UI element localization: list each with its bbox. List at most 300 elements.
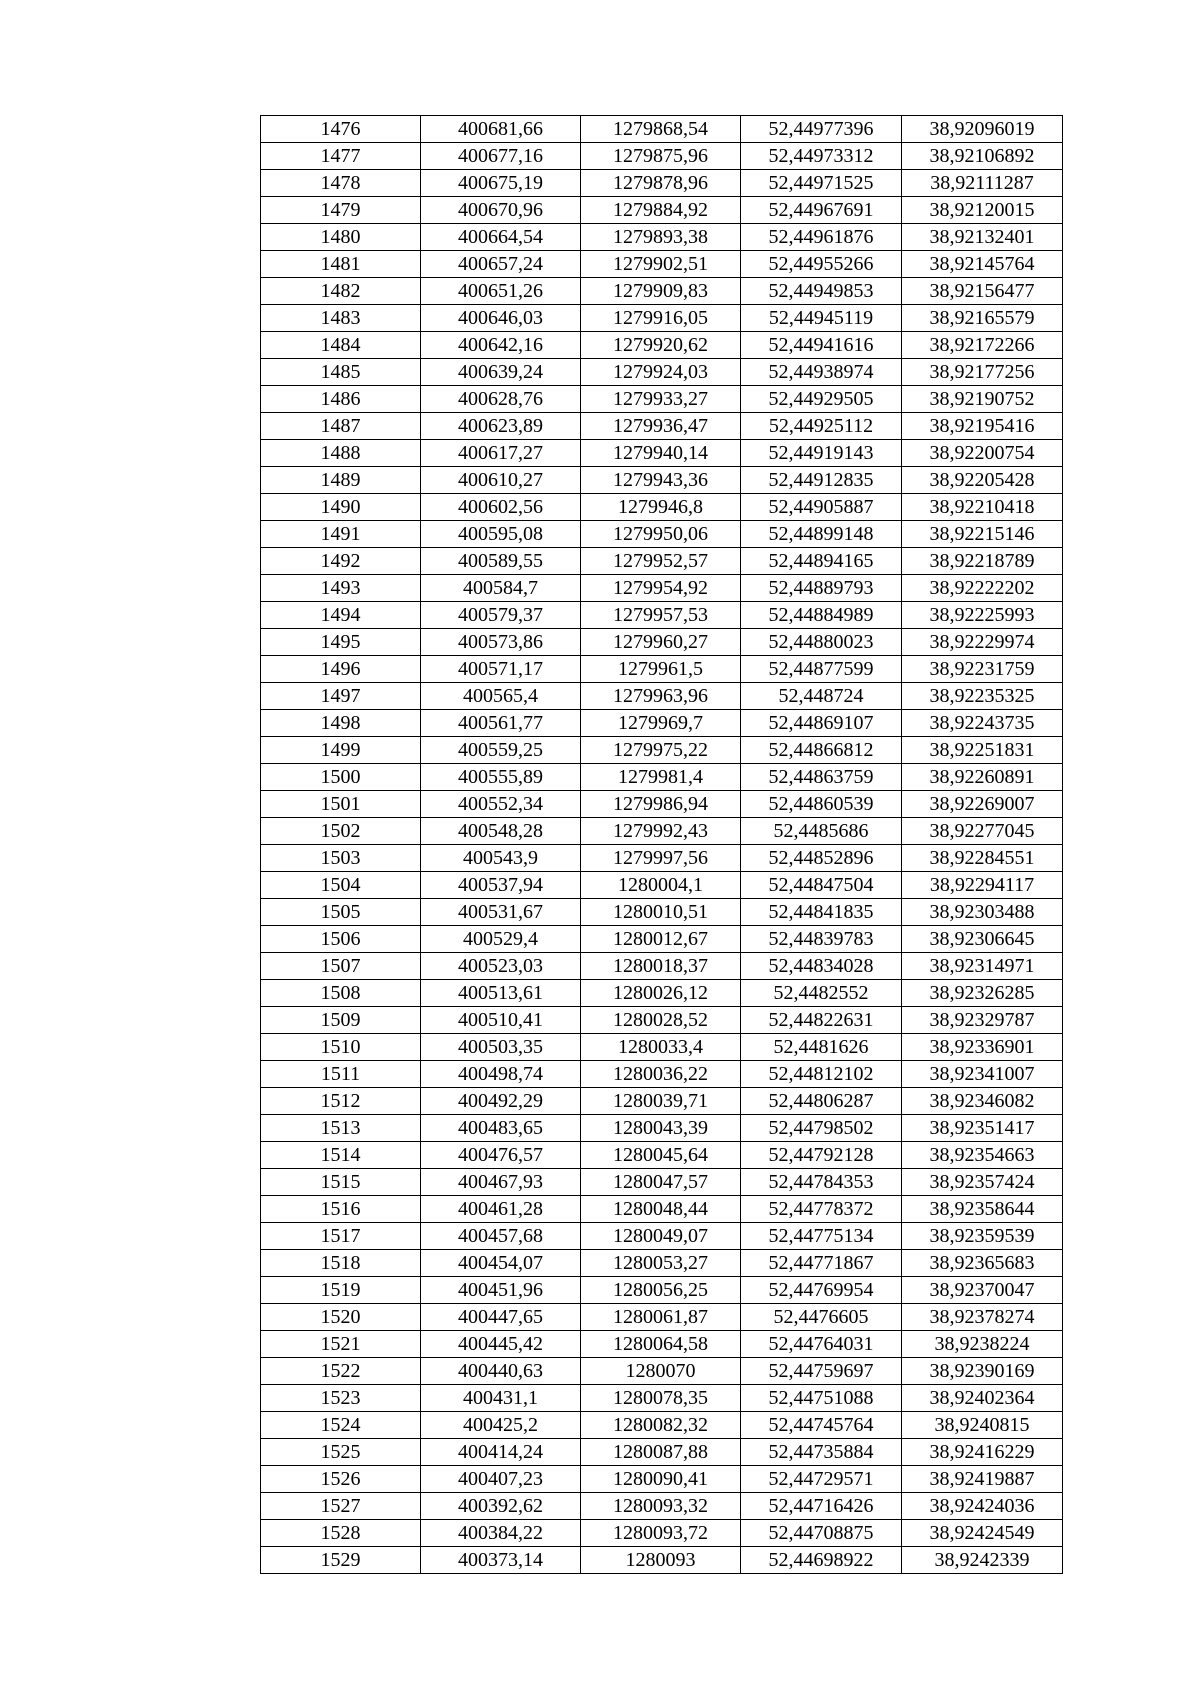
latitude-cell: 52,4481626 bbox=[741, 1034, 902, 1061]
y-coordinate-cell: 1279909,83 bbox=[581, 278, 741, 305]
y-coordinate-cell: 1280010,51 bbox=[581, 899, 741, 926]
x-coordinate-cell: 400529,4 bbox=[421, 926, 581, 953]
table-row bbox=[261, 413, 1063, 440]
y-coordinate-cell: 1279933,27 bbox=[581, 386, 741, 413]
y-coordinate-cell: 1279878,96 bbox=[581, 170, 741, 197]
x-coordinate-cell: 400513,61 bbox=[421, 980, 581, 1007]
x-coordinate-cell: 400681,66 bbox=[421, 116, 581, 143]
y-coordinate-cell: 1279884,92 bbox=[581, 197, 741, 224]
x-coordinate-cell: 400552,34 bbox=[421, 791, 581, 818]
y-coordinate-cell: 1279961,5 bbox=[581, 656, 741, 683]
point-number-cell: 1501 bbox=[261, 791, 421, 818]
longitude-cell: 38,92243735 bbox=[902, 710, 1063, 737]
longitude-cell: 38,92231759 bbox=[902, 656, 1063, 683]
latitude-cell: 52,44899148 bbox=[741, 521, 902, 548]
x-coordinate-cell: 400498,74 bbox=[421, 1061, 581, 1088]
x-coordinate-cell: 400610,27 bbox=[421, 467, 581, 494]
point-number-cell: 1515 bbox=[261, 1169, 421, 1196]
longitude-cell: 38,92326285 bbox=[902, 980, 1063, 1007]
longitude-cell: 38,9238224 bbox=[902, 1331, 1063, 1358]
latitude-cell: 52,44784353 bbox=[741, 1169, 902, 1196]
point-number-cell: 1521 bbox=[261, 1331, 421, 1358]
point-number-cell: 1479 bbox=[261, 197, 421, 224]
x-coordinate-cell: 400559,25 bbox=[421, 737, 581, 764]
longitude-cell: 38,9242339 bbox=[902, 1547, 1063, 1574]
x-coordinate-cell: 400461,28 bbox=[421, 1196, 581, 1223]
point-number-cell: 1505 bbox=[261, 899, 421, 926]
y-coordinate-cell: 1279957,53 bbox=[581, 602, 741, 629]
table-row bbox=[261, 494, 1063, 521]
point-number-cell: 1528 bbox=[261, 1520, 421, 1547]
table-row bbox=[261, 926, 1063, 953]
longitude-cell: 38,92416229 bbox=[902, 1439, 1063, 1466]
point-number-cell: 1504 bbox=[261, 872, 421, 899]
y-coordinate-cell: 1279969,7 bbox=[581, 710, 741, 737]
point-number-cell: 1512 bbox=[261, 1088, 421, 1115]
x-coordinate-cell: 400677,16 bbox=[421, 143, 581, 170]
longitude-cell: 38,92210418 bbox=[902, 494, 1063, 521]
point-number-cell: 1484 bbox=[261, 332, 421, 359]
latitude-cell: 52,44769954 bbox=[741, 1277, 902, 1304]
point-number-cell: 1508 bbox=[261, 980, 421, 1007]
latitude-cell: 52,44841835 bbox=[741, 899, 902, 926]
point-number-cell: 1499 bbox=[261, 737, 421, 764]
table-row bbox=[261, 953, 1063, 980]
latitude-cell: 52,44822631 bbox=[741, 1007, 902, 1034]
table-row bbox=[261, 224, 1063, 251]
latitude-cell: 52,44729571 bbox=[741, 1466, 902, 1493]
y-coordinate-cell: 1279943,36 bbox=[581, 467, 741, 494]
longitude-cell: 38,92357424 bbox=[902, 1169, 1063, 1196]
latitude-cell: 52,44919143 bbox=[741, 440, 902, 467]
latitude-cell: 52,44863759 bbox=[741, 764, 902, 791]
longitude-cell: 38,92365683 bbox=[902, 1250, 1063, 1277]
y-coordinate-cell: 1280053,27 bbox=[581, 1250, 741, 1277]
point-number-cell: 1485 bbox=[261, 359, 421, 386]
longitude-cell: 38,92354663 bbox=[902, 1142, 1063, 1169]
y-coordinate-cell: 1279924,03 bbox=[581, 359, 741, 386]
y-coordinate-cell: 1279940,14 bbox=[581, 440, 741, 467]
y-coordinate-cell: 1279946,8 bbox=[581, 494, 741, 521]
y-coordinate-cell: 1280078,35 bbox=[581, 1385, 741, 1412]
y-coordinate-cell: 1280070 bbox=[581, 1358, 741, 1385]
table-row bbox=[261, 575, 1063, 602]
latitude-cell: 52,44759697 bbox=[741, 1358, 902, 1385]
y-coordinate-cell: 1280036,22 bbox=[581, 1061, 741, 1088]
point-number-cell: 1526 bbox=[261, 1466, 421, 1493]
y-coordinate-cell: 1279916,05 bbox=[581, 305, 741, 332]
longitude-cell: 38,92106892 bbox=[902, 143, 1063, 170]
table-row bbox=[261, 1223, 1063, 1250]
table-row bbox=[261, 764, 1063, 791]
table-row bbox=[261, 143, 1063, 170]
x-coordinate-cell: 400589,55 bbox=[421, 548, 581, 575]
point-number-cell: 1492 bbox=[261, 548, 421, 575]
y-coordinate-cell: 1280033,4 bbox=[581, 1034, 741, 1061]
y-coordinate-cell: 1279963,96 bbox=[581, 683, 741, 710]
table-row bbox=[261, 1466, 1063, 1493]
x-coordinate-cell: 400548,28 bbox=[421, 818, 581, 845]
latitude-cell: 52,44798502 bbox=[741, 1115, 902, 1142]
x-coordinate-cell: 400425,2 bbox=[421, 1412, 581, 1439]
y-coordinate-cell: 1280093 bbox=[581, 1547, 741, 1574]
table-row bbox=[261, 548, 1063, 575]
longitude-cell: 38,92145764 bbox=[902, 251, 1063, 278]
point-number-cell: 1478 bbox=[261, 170, 421, 197]
latitude-cell: 52,44949853 bbox=[741, 278, 902, 305]
table-row bbox=[261, 629, 1063, 656]
point-number-cell: 1524 bbox=[261, 1412, 421, 1439]
longitude-cell: 38,92294117 bbox=[902, 872, 1063, 899]
x-coordinate-cell: 400523,03 bbox=[421, 953, 581, 980]
point-number-cell: 1495 bbox=[261, 629, 421, 656]
longitude-cell: 38,92177256 bbox=[902, 359, 1063, 386]
x-coordinate-cell: 400440,63 bbox=[421, 1358, 581, 1385]
point-number-cell: 1476 bbox=[261, 116, 421, 143]
x-coordinate-cell: 400407,23 bbox=[421, 1466, 581, 1493]
y-coordinate-cell: 1280048,44 bbox=[581, 1196, 741, 1223]
point-number-cell: 1507 bbox=[261, 953, 421, 980]
latitude-cell: 52,44941616 bbox=[741, 332, 902, 359]
point-number-cell: 1513 bbox=[261, 1115, 421, 1142]
point-number-cell: 1494 bbox=[261, 602, 421, 629]
y-coordinate-cell: 1280056,25 bbox=[581, 1277, 741, 1304]
y-coordinate-cell: 1280039,71 bbox=[581, 1088, 741, 1115]
x-coordinate-cell: 400510,41 bbox=[421, 1007, 581, 1034]
y-coordinate-cell: 1279920,62 bbox=[581, 332, 741, 359]
latitude-cell: 52,44839783 bbox=[741, 926, 902, 953]
x-coordinate-cell: 400565,4 bbox=[421, 683, 581, 710]
longitude-cell: 38,92225993 bbox=[902, 602, 1063, 629]
y-coordinate-cell: 1280004,1 bbox=[581, 872, 741, 899]
latitude-cell: 52,44955266 bbox=[741, 251, 902, 278]
longitude-cell: 38,92205428 bbox=[902, 467, 1063, 494]
point-number-cell: 1519 bbox=[261, 1277, 421, 1304]
x-coordinate-cell: 400454,07 bbox=[421, 1250, 581, 1277]
y-coordinate-cell: 1280018,37 bbox=[581, 953, 741, 980]
table-row bbox=[261, 1520, 1063, 1547]
x-coordinate-cell: 400642,16 bbox=[421, 332, 581, 359]
point-number-cell: 1489 bbox=[261, 467, 421, 494]
table-row bbox=[261, 1412, 1063, 1439]
longitude-cell: 38,92402364 bbox=[902, 1385, 1063, 1412]
table-row bbox=[261, 1331, 1063, 1358]
latitude-cell: 52,44869107 bbox=[741, 710, 902, 737]
x-coordinate-cell: 400561,77 bbox=[421, 710, 581, 737]
point-number-cell: 1486 bbox=[261, 386, 421, 413]
point-number-cell: 1497 bbox=[261, 683, 421, 710]
point-number-cell: 1529 bbox=[261, 1547, 421, 1574]
y-coordinate-cell: 1279986,94 bbox=[581, 791, 741, 818]
latitude-cell: 52,44812102 bbox=[741, 1061, 902, 1088]
longitude-cell: 38,92132401 bbox=[902, 224, 1063, 251]
y-coordinate-cell: 1280082,32 bbox=[581, 1412, 741, 1439]
longitude-cell: 38,92424036 bbox=[902, 1493, 1063, 1520]
table-row bbox=[261, 1034, 1063, 1061]
latitude-cell: 52,4485686 bbox=[741, 818, 902, 845]
point-number-cell: 1503 bbox=[261, 845, 421, 872]
table-row bbox=[261, 1007, 1063, 1034]
latitude-cell: 52,44866812 bbox=[741, 737, 902, 764]
x-coordinate-cell: 400584,7 bbox=[421, 575, 581, 602]
longitude-cell: 38,9240815 bbox=[902, 1412, 1063, 1439]
x-coordinate-cell: 400384,22 bbox=[421, 1520, 581, 1547]
latitude-cell: 52,44938974 bbox=[741, 359, 902, 386]
y-coordinate-cell: 1279960,27 bbox=[581, 629, 741, 656]
latitude-cell: 52,44764031 bbox=[741, 1331, 902, 1358]
table-row bbox=[261, 791, 1063, 818]
y-coordinate-cell: 1280049,07 bbox=[581, 1223, 741, 1250]
table-row bbox=[261, 197, 1063, 224]
point-number-cell: 1477 bbox=[261, 143, 421, 170]
latitude-cell: 52,4482552 bbox=[741, 980, 902, 1007]
x-coordinate-cell: 400392,62 bbox=[421, 1493, 581, 1520]
latitude-cell: 52,44778372 bbox=[741, 1196, 902, 1223]
latitude-cell: 52,44708875 bbox=[741, 1520, 902, 1547]
latitude-cell: 52,44806287 bbox=[741, 1088, 902, 1115]
table-row bbox=[261, 1196, 1063, 1223]
point-number-cell: 1500 bbox=[261, 764, 421, 791]
x-coordinate-cell: 400503,35 bbox=[421, 1034, 581, 1061]
longitude-cell: 38,92341007 bbox=[902, 1061, 1063, 1088]
x-coordinate-cell: 400531,67 bbox=[421, 899, 581, 926]
x-coordinate-cell: 400467,93 bbox=[421, 1169, 581, 1196]
x-coordinate-cell: 400670,96 bbox=[421, 197, 581, 224]
point-number-cell: 1522 bbox=[261, 1358, 421, 1385]
x-coordinate-cell: 400431,1 bbox=[421, 1385, 581, 1412]
y-coordinate-cell: 1280064,58 bbox=[581, 1331, 741, 1358]
x-coordinate-cell: 400537,94 bbox=[421, 872, 581, 899]
latitude-cell: 52,44961876 bbox=[741, 224, 902, 251]
latitude-cell: 52,44852896 bbox=[741, 845, 902, 872]
table-row bbox=[261, 386, 1063, 413]
x-coordinate-cell: 400579,37 bbox=[421, 602, 581, 629]
x-coordinate-cell: 400445,42 bbox=[421, 1331, 581, 1358]
latitude-cell: 52,44792128 bbox=[741, 1142, 902, 1169]
latitude-cell: 52,44775134 bbox=[741, 1223, 902, 1250]
table-row bbox=[261, 1061, 1063, 1088]
table-row bbox=[261, 1385, 1063, 1412]
latitude-cell: 52,44877599 bbox=[741, 656, 902, 683]
latitude-cell: 52,44716426 bbox=[741, 1493, 902, 1520]
longitude-cell: 38,92096019 bbox=[902, 116, 1063, 143]
y-coordinate-cell: 1280047,57 bbox=[581, 1169, 741, 1196]
y-coordinate-cell: 1279936,47 bbox=[581, 413, 741, 440]
latitude-cell: 52,44735884 bbox=[741, 1439, 902, 1466]
point-number-cell: 1517 bbox=[261, 1223, 421, 1250]
coordinates-table bbox=[260, 115, 1063, 1574]
point-number-cell: 1491 bbox=[261, 521, 421, 548]
y-coordinate-cell: 1279997,56 bbox=[581, 845, 741, 872]
y-coordinate-cell: 1279950,06 bbox=[581, 521, 741, 548]
longitude-cell: 38,92419887 bbox=[902, 1466, 1063, 1493]
y-coordinate-cell: 1279954,92 bbox=[581, 575, 741, 602]
table-row bbox=[261, 683, 1063, 710]
longitude-cell: 38,92277045 bbox=[902, 818, 1063, 845]
table-row bbox=[261, 602, 1063, 629]
table-row bbox=[261, 1304, 1063, 1331]
point-number-cell: 1527 bbox=[261, 1493, 421, 1520]
longitude-cell: 38,92222202 bbox=[902, 575, 1063, 602]
y-coordinate-cell: 1279975,22 bbox=[581, 737, 741, 764]
longitude-cell: 38,92235325 bbox=[902, 683, 1063, 710]
latitude-cell: 52,44745764 bbox=[741, 1412, 902, 1439]
point-number-cell: 1487 bbox=[261, 413, 421, 440]
point-number-cell: 1490 bbox=[261, 494, 421, 521]
longitude-cell: 38,92200754 bbox=[902, 440, 1063, 467]
table-row bbox=[261, 1169, 1063, 1196]
latitude-cell: 52,44977396 bbox=[741, 116, 902, 143]
longitude-cell: 38,92303488 bbox=[902, 899, 1063, 926]
latitude-cell: 52,4476605 bbox=[741, 1304, 902, 1331]
longitude-cell: 38,92269007 bbox=[902, 791, 1063, 818]
latitude-cell: 52,44905887 bbox=[741, 494, 902, 521]
longitude-cell: 38,92329787 bbox=[902, 1007, 1063, 1034]
y-coordinate-cell: 1279981,4 bbox=[581, 764, 741, 791]
x-coordinate-cell: 400571,17 bbox=[421, 656, 581, 683]
longitude-cell: 38,92111287 bbox=[902, 170, 1063, 197]
y-coordinate-cell: 1279902,51 bbox=[581, 251, 741, 278]
x-coordinate-cell: 400657,24 bbox=[421, 251, 581, 278]
table-row bbox=[261, 521, 1063, 548]
longitude-cell: 38,92358644 bbox=[902, 1196, 1063, 1223]
table-row bbox=[261, 116, 1063, 143]
longitude-cell: 38,92424549 bbox=[902, 1520, 1063, 1547]
latitude-cell: 52,44925112 bbox=[741, 413, 902, 440]
longitude-cell: 38,92351417 bbox=[902, 1115, 1063, 1142]
x-coordinate-cell: 400492,29 bbox=[421, 1088, 581, 1115]
x-coordinate-cell: 400595,08 bbox=[421, 521, 581, 548]
point-number-cell: 1523 bbox=[261, 1385, 421, 1412]
table-row bbox=[261, 440, 1063, 467]
point-number-cell: 1510 bbox=[261, 1034, 421, 1061]
longitude-cell: 38,92378274 bbox=[902, 1304, 1063, 1331]
table-row bbox=[261, 899, 1063, 926]
x-coordinate-cell: 400623,89 bbox=[421, 413, 581, 440]
coordinates-table-body bbox=[261, 116, 1063, 1574]
x-coordinate-cell: 400639,24 bbox=[421, 359, 581, 386]
longitude-cell: 38,92229974 bbox=[902, 629, 1063, 656]
point-number-cell: 1493 bbox=[261, 575, 421, 602]
y-coordinate-cell: 1280090,41 bbox=[581, 1466, 741, 1493]
latitude-cell: 52,44751088 bbox=[741, 1385, 902, 1412]
y-coordinate-cell: 1280087,88 bbox=[581, 1439, 741, 1466]
y-coordinate-cell: 1279952,57 bbox=[581, 548, 741, 575]
y-coordinate-cell: 1280043,39 bbox=[581, 1115, 741, 1142]
point-number-cell: 1481 bbox=[261, 251, 421, 278]
point-number-cell: 1498 bbox=[261, 710, 421, 737]
point-number-cell: 1480 bbox=[261, 224, 421, 251]
latitude-cell: 52,44860539 bbox=[741, 791, 902, 818]
x-coordinate-cell: 400555,89 bbox=[421, 764, 581, 791]
y-coordinate-cell: 1279868,54 bbox=[581, 116, 741, 143]
x-coordinate-cell: 400573,86 bbox=[421, 629, 581, 656]
table-row bbox=[261, 1277, 1063, 1304]
x-coordinate-cell: 400451,96 bbox=[421, 1277, 581, 1304]
longitude-cell: 38,92306645 bbox=[902, 926, 1063, 953]
longitude-cell: 38,92172266 bbox=[902, 332, 1063, 359]
point-number-cell: 1511 bbox=[261, 1061, 421, 1088]
latitude-cell: 52,44698922 bbox=[741, 1547, 902, 1574]
table-row bbox=[261, 1088, 1063, 1115]
x-coordinate-cell: 400617,27 bbox=[421, 440, 581, 467]
y-coordinate-cell: 1280093,32 bbox=[581, 1493, 741, 1520]
point-number-cell: 1509 bbox=[261, 1007, 421, 1034]
point-number-cell: 1482 bbox=[261, 278, 421, 305]
latitude-cell: 52,44847504 bbox=[741, 872, 902, 899]
longitude-cell: 38,92284551 bbox=[902, 845, 1063, 872]
longitude-cell: 38,92215146 bbox=[902, 521, 1063, 548]
table-row bbox=[261, 278, 1063, 305]
table-row bbox=[261, 1439, 1063, 1466]
x-coordinate-cell: 400373,14 bbox=[421, 1547, 581, 1574]
table-row bbox=[261, 467, 1063, 494]
table-row bbox=[261, 305, 1063, 332]
x-coordinate-cell: 400447,65 bbox=[421, 1304, 581, 1331]
table-row bbox=[261, 1115, 1063, 1142]
table-row bbox=[261, 872, 1063, 899]
latitude-cell: 52,44884989 bbox=[741, 602, 902, 629]
latitude-cell: 52,44971525 bbox=[741, 170, 902, 197]
y-coordinate-cell: 1280045,64 bbox=[581, 1142, 741, 1169]
longitude-cell: 38,92218789 bbox=[902, 548, 1063, 575]
table-row bbox=[261, 656, 1063, 683]
point-number-cell: 1502 bbox=[261, 818, 421, 845]
longitude-cell: 38,92359539 bbox=[902, 1223, 1063, 1250]
latitude-cell: 52,44973312 bbox=[741, 143, 902, 170]
latitude-cell: 52,44945119 bbox=[741, 305, 902, 332]
longitude-cell: 38,92370047 bbox=[902, 1277, 1063, 1304]
x-coordinate-cell: 400675,19 bbox=[421, 170, 581, 197]
table-row bbox=[261, 710, 1063, 737]
table-row bbox=[261, 1142, 1063, 1169]
longitude-cell: 38,92190752 bbox=[902, 386, 1063, 413]
table-row bbox=[261, 359, 1063, 386]
y-coordinate-cell: 1280028,52 bbox=[581, 1007, 741, 1034]
table-row bbox=[261, 1358, 1063, 1385]
longitude-cell: 38,92156477 bbox=[902, 278, 1063, 305]
point-number-cell: 1483 bbox=[261, 305, 421, 332]
longitude-cell: 38,92336901 bbox=[902, 1034, 1063, 1061]
table-row bbox=[261, 980, 1063, 1007]
table-row bbox=[261, 818, 1063, 845]
x-coordinate-cell: 400628,76 bbox=[421, 386, 581, 413]
y-coordinate-cell: 1279875,96 bbox=[581, 143, 741, 170]
y-coordinate-cell: 1279893,38 bbox=[581, 224, 741, 251]
latitude-cell: 52,44929505 bbox=[741, 386, 902, 413]
x-coordinate-cell: 400543,9 bbox=[421, 845, 581, 872]
table-row bbox=[261, 332, 1063, 359]
longitude-cell: 38,92251831 bbox=[902, 737, 1063, 764]
y-coordinate-cell: 1280012,67 bbox=[581, 926, 741, 953]
longitude-cell: 38,92390169 bbox=[902, 1358, 1063, 1385]
y-coordinate-cell: 1280026,12 bbox=[581, 980, 741, 1007]
table-row bbox=[261, 170, 1063, 197]
x-coordinate-cell: 400602,56 bbox=[421, 494, 581, 521]
y-coordinate-cell: 1279992,43 bbox=[581, 818, 741, 845]
point-number-cell: 1525 bbox=[261, 1439, 421, 1466]
table-row bbox=[261, 251, 1063, 278]
point-number-cell: 1516 bbox=[261, 1196, 421, 1223]
table-row bbox=[261, 737, 1063, 764]
point-number-cell: 1496 bbox=[261, 656, 421, 683]
longitude-cell: 38,92165579 bbox=[902, 305, 1063, 332]
point-number-cell: 1488 bbox=[261, 440, 421, 467]
latitude-cell: 52,448724 bbox=[741, 683, 902, 710]
point-number-cell: 1506 bbox=[261, 926, 421, 953]
x-coordinate-cell: 400646,03 bbox=[421, 305, 581, 332]
longitude-cell: 38,92314971 bbox=[902, 953, 1063, 980]
